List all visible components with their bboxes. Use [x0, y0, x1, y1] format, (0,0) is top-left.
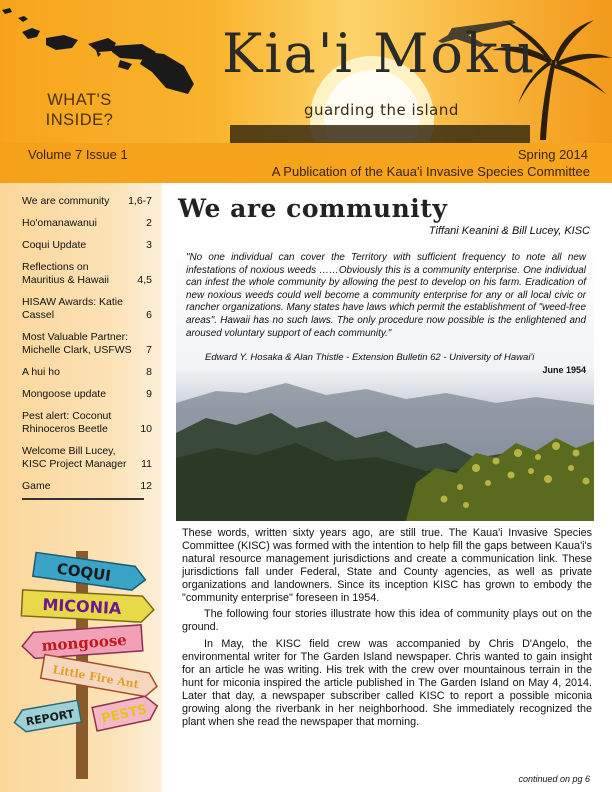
toc-item-page: 8 [146, 366, 152, 378]
masthead [0, 0, 612, 183]
toc-item-page: 2 [146, 217, 152, 229]
toc-divider [22, 498, 144, 500]
toc-item-title: Mongoose update [22, 388, 107, 400]
little-fire-ant-sign: Little Fire Ant [51, 663, 140, 692]
toc-item[interactable] [22, 239, 152, 252]
pests-sign: PESTS [100, 702, 149, 727]
toc-item[interactable] [22, 296, 152, 322]
mongoose-sign: mongoose [40, 630, 128, 655]
toc-item-page: 11 [141, 458, 152, 470]
toc-item-page: 3 [146, 239, 152, 251]
toc-item[interactable] [22, 261, 152, 287]
toc-item-page: 1,6-7 [128, 195, 152, 207]
newsletter-title: Kia'i Moku [222, 22, 537, 85]
quote-attribution: Edward Y. Hosaka & Alan Thistle - Extension Bulletin 62 - University of Hawai'i [205, 352, 535, 363]
article-paragraph: These words, written sixty years ago, are still true. The Kaua'i Invasive Species Committee (KISC) was formed with the intention to help fill the gaps between Kaua'i's natural resource management jurisdictions and create a communication link. These jurisdictions fall under Federal, State and County agencies, as well as private organizations and landowners. Since its inception KISC has grown to embody the "community enterprise" foreseen in 1954. [182, 527, 592, 604]
toc-item[interactable] [22, 410, 152, 436]
toc-item-title: We are community [22, 195, 110, 207]
miconia-sign: MICONIA [42, 594, 122, 619]
toc-item-page: 6 [146, 309, 152, 321]
toc-item-page: 9 [146, 388, 152, 400]
table-of-contents [22, 195, 152, 502]
toc-item-title: Welcome Bill Lucey, KISC Project Manager [22, 445, 127, 470]
toc-item[interactable] [22, 388, 152, 401]
toc-item-page: 4,5 [137, 274, 152, 286]
toc-item-title: A hui ho [22, 366, 60, 378]
toc-item-page: 12 [140, 480, 152, 492]
toc-item[interactable] [22, 217, 152, 230]
sidebar [0, 183, 162, 792]
toc-item-title: Game [22, 480, 51, 492]
article-headline: We are community [178, 194, 448, 223]
hawaiian-islands-map [2, 8, 194, 94]
toc-item-title: Ho'omanawanui [22, 217, 97, 229]
coqui-sign: COQUI [55, 559, 112, 585]
toc-item-page: 10 [140, 423, 152, 435]
quote-date: June 1954 [542, 365, 586, 375]
whats-inside-label: WHAT'S INSIDE? [45, 91, 114, 129]
toc-item-title: HISAW Awards: Katie Cassel [22, 296, 123, 321]
toc-item[interactable] [22, 331, 152, 357]
pest-signpost-illustration [12, 541, 162, 781]
toc-item-title: Coqui Update [22, 239, 87, 251]
article-byline: Tiffani Keanini & Bill Lucey, KISC [428, 225, 590, 237]
toc-item[interactable] [22, 480, 152, 493]
toc-item-title: Most Valuable Partner: Michelle Clark, USFWS [22, 331, 132, 356]
volume-issue: Volume 7 Issue 1 [28, 147, 128, 162]
article-paragraph: In May, the KISC field crew was accompanied by Chris D'Angelo, the environmental writer for The Garden Island newspaper. Chris wanted to gain insight for an article he was writing. His trek with the crew over mountainous terrain in the hunt for miconia inspired the article published in The Garden Island on May 4, 2014. Later that day, a newspaper subscriber called KISC to report a possible miconia growing along the riverbank in her neighborhood. She immediately recognized the plant when she read the newspaper that morning. [182, 638, 592, 728]
historical-quote: "No one individual can cover the Territory with sufficient frequency to note all new infestations of noxious weeds ……Obviously this is a community enterprise. One individual can infest the whole community by allowing the pest to develop on his farm. Eradication of new noxious weeds could well become a community enterprise for any or all local civic or rancher organizations. Many states have laws which permit the establishment of "weed-free areas". Hawaii has no such laws. The only procedure now possible is the enlightened and aroused voluntary support of each community." [186, 252, 586, 339]
volume-bar [0, 143, 612, 183]
toc-item[interactable] [22, 366, 152, 379]
newsletter-subtitle: guarding the island [304, 101, 459, 119]
issue-season: Spring 2014 [517, 147, 588, 162]
toc-item-title: Reflections on Mauritius & Hawaii [22, 261, 109, 286]
toc-item-page: 7 [146, 344, 152, 356]
report-sign: REPORT [24, 707, 76, 729]
toc-item-title: Pest alert: Coconut Rhinoceros Beetle [22, 410, 112, 435]
article-paragraph: The following four stories illustrate how this idea of community plays out on the ground. [182, 608, 592, 634]
publication-line: A Publication of the Kaua'i Invasive Species Committee [271, 164, 590, 179]
continued-link[interactable]: continued on pg 6 [518, 774, 590, 784]
toc-item[interactable] [22, 195, 152, 208]
toc-item[interactable] [22, 445, 152, 471]
article-body [182, 527, 592, 733]
